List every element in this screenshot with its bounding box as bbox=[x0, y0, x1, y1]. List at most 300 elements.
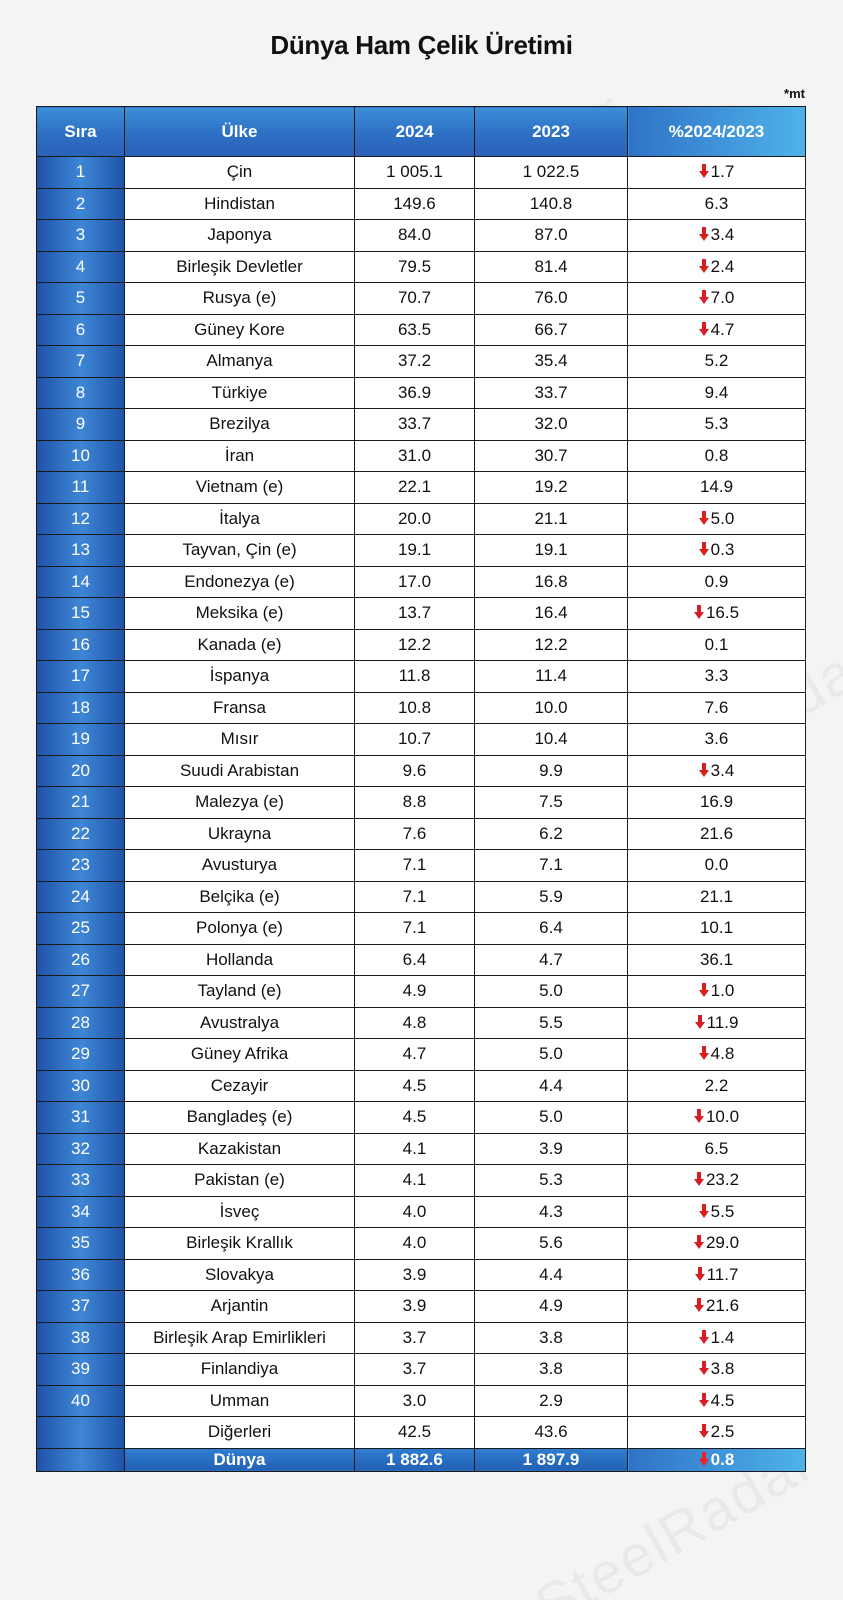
change-cell bbox=[628, 1385, 806, 1417]
rank-cell: 32 bbox=[37, 1133, 125, 1165]
change-cell bbox=[628, 440, 806, 472]
rank-cell: 21 bbox=[37, 787, 125, 819]
table-row bbox=[37, 787, 806, 819]
change-value: 2.5 bbox=[710, 1422, 735, 1442]
change-value: 29.0 bbox=[705, 1233, 740, 1253]
value-2023-cell: 81.4 bbox=[475, 251, 628, 283]
value-2023-cell: 2.9 bbox=[475, 1385, 628, 1417]
change-cell bbox=[628, 566, 806, 598]
rank-cell bbox=[37, 1417, 125, 1449]
table-row bbox=[37, 1007, 806, 1039]
rank-cell: 39 bbox=[37, 1354, 125, 1386]
down-arrow-icon bbox=[694, 1298, 704, 1312]
value-2024-cell: 13.7 bbox=[355, 598, 475, 630]
table-body bbox=[37, 157, 806, 1449]
rank-cell: 28 bbox=[37, 1007, 125, 1039]
change-cell bbox=[628, 1102, 806, 1134]
change-cell bbox=[628, 755, 806, 787]
value-2023-cell: 5.3 bbox=[475, 1165, 628, 1197]
change-value: 21.6 bbox=[705, 1296, 740, 1316]
table-row bbox=[37, 944, 806, 976]
table-row bbox=[37, 1385, 806, 1417]
down-arrow-icon bbox=[699, 983, 709, 997]
rank-cell: 16 bbox=[37, 629, 125, 661]
table-row bbox=[37, 1354, 806, 1386]
total-change-value: 0.8 bbox=[710, 1449, 735, 1469]
table-row bbox=[37, 913, 806, 945]
table-row bbox=[37, 440, 806, 472]
change-value: 10.1 bbox=[699, 918, 734, 938]
country-cell: Polonya (e) bbox=[125, 913, 355, 945]
total-country: Dünya bbox=[125, 1448, 355, 1471]
country-cell: Malezya (e) bbox=[125, 787, 355, 819]
rank-cell: 25 bbox=[37, 913, 125, 945]
down-arrow-icon bbox=[699, 322, 709, 336]
down-arrow-icon bbox=[699, 511, 709, 525]
rank-cell: 34 bbox=[37, 1196, 125, 1228]
country-cell: Birleşik Arap Emirlikleri bbox=[125, 1322, 355, 1354]
change-cell bbox=[628, 1196, 806, 1228]
change-value: 1.7 bbox=[710, 162, 735, 182]
value-2023-cell: 4.4 bbox=[475, 1070, 628, 1102]
country-cell: Finlandiya bbox=[125, 1354, 355, 1386]
value-2023-cell: 10.0 bbox=[475, 692, 628, 724]
value-2024-cell: 37.2 bbox=[355, 346, 475, 378]
country-cell: Çin bbox=[125, 157, 355, 189]
rank-cell: 13 bbox=[37, 535, 125, 567]
value-2023-cell: 5.0 bbox=[475, 1102, 628, 1134]
country-cell: Güney Kore bbox=[125, 314, 355, 346]
value-2023-cell: 4.4 bbox=[475, 1259, 628, 1291]
value-2023-cell: 16.4 bbox=[475, 598, 628, 630]
change-value: 5.2 bbox=[704, 351, 729, 371]
change-value: 11.7 bbox=[706, 1264, 739, 1284]
table-row bbox=[37, 1322, 806, 1354]
down-arrow-icon bbox=[699, 1330, 709, 1344]
country-cell: İtalya bbox=[125, 503, 355, 535]
value-2023-cell: 4.7 bbox=[475, 944, 628, 976]
table-row bbox=[37, 377, 806, 409]
change-value: 9.4 bbox=[704, 382, 729, 402]
change-value: 3.4 bbox=[710, 760, 735, 780]
value-2024-cell: 4.5 bbox=[355, 1070, 475, 1102]
change-value: 6.5 bbox=[704, 1138, 729, 1158]
value-2024-cell: 79.5 bbox=[355, 251, 475, 283]
value-2024-cell: 4.7 bbox=[355, 1039, 475, 1071]
table-row bbox=[37, 251, 806, 283]
value-2024-cell: 3.9 bbox=[355, 1291, 475, 1323]
table-row bbox=[37, 283, 806, 315]
value-2023-cell: 3.8 bbox=[475, 1354, 628, 1386]
country-cell: Umman bbox=[125, 1385, 355, 1417]
value-2024-cell: 3.7 bbox=[355, 1322, 475, 1354]
total-row bbox=[37, 1448, 806, 1471]
value-2024-cell: 8.8 bbox=[355, 787, 475, 819]
country-cell: Birleşik Devletler bbox=[125, 251, 355, 283]
change-cell bbox=[628, 220, 806, 252]
rank-cell: 26 bbox=[37, 944, 125, 976]
table-row bbox=[37, 1196, 806, 1228]
change-value: 14.9 bbox=[699, 477, 734, 497]
total-rank-cell bbox=[37, 1448, 125, 1471]
country-cell: Endonezya (e) bbox=[125, 566, 355, 598]
change-value: 3.8 bbox=[710, 1359, 735, 1379]
change-value: 16.5 bbox=[705, 603, 740, 623]
rank-cell: 11 bbox=[37, 472, 125, 504]
rank-cell: 10 bbox=[37, 440, 125, 472]
change-value: 0.1 bbox=[704, 634, 729, 654]
change-value: 0.0 bbox=[704, 855, 729, 875]
country-cell: Slovakya bbox=[125, 1259, 355, 1291]
value-2023-cell: 3.8 bbox=[475, 1322, 628, 1354]
rank-cell: 19 bbox=[37, 724, 125, 756]
header-rank: Sıra bbox=[37, 107, 125, 157]
table-row bbox=[37, 1133, 806, 1165]
change-cell bbox=[628, 1291, 806, 1323]
change-cell bbox=[628, 1070, 806, 1102]
table-header-row bbox=[37, 107, 806, 157]
value-2024-cell: 1 005.1 bbox=[355, 157, 475, 189]
country-cell: Kazakistan bbox=[125, 1133, 355, 1165]
down-arrow-icon bbox=[699, 1361, 709, 1375]
change-value: 2.2 bbox=[704, 1075, 729, 1095]
rank-cell: 6 bbox=[37, 314, 125, 346]
change-value: 23.2 bbox=[705, 1170, 740, 1190]
value-2024-cell: 19.1 bbox=[355, 535, 475, 567]
value-2024-cell: 3.0 bbox=[355, 1385, 475, 1417]
change-cell bbox=[628, 1259, 806, 1291]
value-2024-cell: 17.0 bbox=[355, 566, 475, 598]
table-row bbox=[37, 1165, 806, 1197]
rank-cell: 40 bbox=[37, 1385, 125, 1417]
table-row bbox=[37, 157, 806, 189]
change-cell bbox=[628, 1228, 806, 1260]
country-cell: İran bbox=[125, 440, 355, 472]
change-value: 5.0 bbox=[710, 508, 735, 528]
rank-cell: 7 bbox=[37, 346, 125, 378]
change-value: 1.4 bbox=[710, 1327, 735, 1347]
value-2023-cell: 19.1 bbox=[475, 535, 628, 567]
unit-label: *mt bbox=[784, 86, 805, 101]
value-2023-cell: 32.0 bbox=[475, 409, 628, 441]
down-arrow-icon bbox=[699, 1452, 709, 1466]
value-2023-cell: 5.0 bbox=[475, 1039, 628, 1071]
change-value: 7.6 bbox=[704, 697, 729, 717]
down-arrow-icon bbox=[699, 1204, 709, 1218]
change-cell bbox=[628, 724, 806, 756]
country-cell: Hindistan bbox=[125, 188, 355, 220]
down-arrow-icon bbox=[695, 1267, 705, 1281]
down-arrow-icon bbox=[699, 1393, 709, 1407]
country-cell: Belçika (e) bbox=[125, 881, 355, 913]
rank-cell: 1 bbox=[37, 157, 125, 189]
value-2023-cell: 11.4 bbox=[475, 661, 628, 693]
change-cell bbox=[628, 188, 806, 220]
change-value: 4.8 bbox=[710, 1044, 735, 1064]
country-cell: Güney Afrika bbox=[125, 1039, 355, 1071]
country-cell: Kanada (e) bbox=[125, 629, 355, 661]
country-cell: Pakistan (e) bbox=[125, 1165, 355, 1197]
rank-cell: 37 bbox=[37, 1291, 125, 1323]
country-cell: Brezilya bbox=[125, 409, 355, 441]
value-2024-cell: 20.0 bbox=[355, 503, 475, 535]
value-2023-cell: 7.1 bbox=[475, 850, 628, 882]
change-cell bbox=[628, 1133, 806, 1165]
header-change: %2024/2023 bbox=[628, 107, 806, 157]
value-2024-cell: 4.5 bbox=[355, 1102, 475, 1134]
table-row bbox=[37, 1228, 806, 1260]
value-2024-cell: 3.9 bbox=[355, 1259, 475, 1291]
down-arrow-icon bbox=[699, 290, 709, 304]
table-row bbox=[37, 503, 806, 535]
value-2023-cell: 43.6 bbox=[475, 1417, 628, 1449]
value-2024-cell: 84.0 bbox=[355, 220, 475, 252]
value-2024-cell: 33.7 bbox=[355, 409, 475, 441]
down-arrow-icon bbox=[694, 1109, 704, 1123]
table-row bbox=[37, 1102, 806, 1134]
country-cell: Fransa bbox=[125, 692, 355, 724]
country-cell: İsveç bbox=[125, 1196, 355, 1228]
down-arrow-icon bbox=[699, 542, 709, 556]
change-value: 7.0 bbox=[710, 288, 735, 308]
value-2023-cell: 12.2 bbox=[475, 629, 628, 661]
rank-cell: 22 bbox=[37, 818, 125, 850]
table-row bbox=[37, 598, 806, 630]
down-arrow-icon bbox=[699, 763, 709, 777]
rank-cell: 20 bbox=[37, 755, 125, 787]
down-arrow-icon bbox=[699, 259, 709, 273]
value-2024-cell: 70.7 bbox=[355, 283, 475, 315]
value-2023-cell: 5.6 bbox=[475, 1228, 628, 1260]
rank-cell: 18 bbox=[37, 692, 125, 724]
value-2023-cell: 9.9 bbox=[475, 755, 628, 787]
rank-cell: 5 bbox=[37, 283, 125, 315]
value-2023-cell: 5.0 bbox=[475, 976, 628, 1008]
change-cell bbox=[628, 314, 806, 346]
change-cell bbox=[628, 881, 806, 913]
value-2023-cell: 6.2 bbox=[475, 818, 628, 850]
change-value: 0.8 bbox=[704, 445, 729, 465]
change-value: 21.1 bbox=[699, 886, 734, 906]
country-cell: Avustralya bbox=[125, 1007, 355, 1039]
rank-cell: 14 bbox=[37, 566, 125, 598]
change-cell bbox=[628, 1322, 806, 1354]
value-2024-cell: 31.0 bbox=[355, 440, 475, 472]
value-2024-cell: 6.4 bbox=[355, 944, 475, 976]
total-2023: 1 897.9 bbox=[475, 1448, 628, 1471]
change-value: 5.5 bbox=[710, 1201, 735, 1221]
page-title: Dünya Ham Çelik Üretimi bbox=[270, 30, 573, 60]
steel-production-table bbox=[36, 106, 806, 1472]
rank-cell: 27 bbox=[37, 976, 125, 1008]
table-row bbox=[37, 1039, 806, 1071]
table-row bbox=[37, 188, 806, 220]
country-cell: Türkiye bbox=[125, 377, 355, 409]
rank-cell: 4 bbox=[37, 251, 125, 283]
value-2023-cell: 10.4 bbox=[475, 724, 628, 756]
country-cell: Cezayir bbox=[125, 1070, 355, 1102]
change-cell bbox=[628, 251, 806, 283]
change-cell bbox=[628, 818, 806, 850]
total-change bbox=[628, 1448, 806, 1471]
change-value: 3.3 bbox=[704, 666, 729, 686]
country-cell: Bangladeş (e) bbox=[125, 1102, 355, 1134]
table-row bbox=[37, 881, 806, 913]
change-cell bbox=[628, 692, 806, 724]
value-2023-cell: 35.4 bbox=[475, 346, 628, 378]
change-cell bbox=[628, 913, 806, 945]
change-value: 4.5 bbox=[710, 1390, 735, 1410]
rank-cell: 36 bbox=[37, 1259, 125, 1291]
rank-cell: 2 bbox=[37, 188, 125, 220]
country-cell: İspanya bbox=[125, 661, 355, 693]
change-value: 36.1 bbox=[699, 949, 734, 969]
table-row bbox=[37, 692, 806, 724]
change-cell bbox=[628, 157, 806, 189]
down-arrow-icon bbox=[699, 1424, 709, 1438]
change-value: 4.7 bbox=[710, 319, 735, 339]
change-value: 3.4 bbox=[710, 225, 735, 245]
rank-cell: 8 bbox=[37, 377, 125, 409]
value-2023-cell: 87.0 bbox=[475, 220, 628, 252]
value-2024-cell: 7.1 bbox=[355, 913, 475, 945]
table-row bbox=[37, 661, 806, 693]
table-row bbox=[37, 472, 806, 504]
down-arrow-icon bbox=[699, 227, 709, 241]
change-value: 2.4 bbox=[710, 256, 735, 276]
table-row bbox=[37, 220, 806, 252]
table-row bbox=[37, 566, 806, 598]
value-2024-cell: 12.2 bbox=[355, 629, 475, 661]
rank-cell: 15 bbox=[37, 598, 125, 630]
table-row bbox=[37, 1417, 806, 1449]
value-2023-cell: 19.2 bbox=[475, 472, 628, 504]
rank-cell: 33 bbox=[37, 1165, 125, 1197]
rank-cell: 17 bbox=[37, 661, 125, 693]
country-cell: Diğerleri bbox=[125, 1417, 355, 1449]
table-row bbox=[37, 346, 806, 378]
change-value: 6.3 bbox=[704, 193, 729, 213]
country-cell: Avusturya bbox=[125, 850, 355, 882]
table-row bbox=[37, 629, 806, 661]
table-row bbox=[37, 724, 806, 756]
table-row bbox=[37, 409, 806, 441]
header-2024: 2024 bbox=[355, 107, 475, 157]
value-2023-cell: 66.7 bbox=[475, 314, 628, 346]
value-2024-cell: 7.6 bbox=[355, 818, 475, 850]
down-arrow-icon bbox=[699, 1046, 709, 1060]
value-2024-cell: 11.8 bbox=[355, 661, 475, 693]
country-cell: Hollanda bbox=[125, 944, 355, 976]
header-country: Ülke bbox=[125, 107, 355, 157]
value-2024-cell: 42.5 bbox=[355, 1417, 475, 1449]
table-row bbox=[37, 535, 806, 567]
value-2024-cell: 149.6 bbox=[355, 188, 475, 220]
country-cell: Suudi Arabistan bbox=[125, 755, 355, 787]
change-cell bbox=[628, 1354, 806, 1386]
change-cell bbox=[628, 377, 806, 409]
value-2024-cell: 7.1 bbox=[355, 881, 475, 913]
change-value: 16.9 bbox=[699, 792, 734, 812]
change-cell bbox=[628, 503, 806, 535]
rank-cell: 3 bbox=[37, 220, 125, 252]
rank-cell: 31 bbox=[37, 1102, 125, 1134]
table-row bbox=[37, 314, 806, 346]
value-2023-cell: 5.5 bbox=[475, 1007, 628, 1039]
change-cell bbox=[628, 346, 806, 378]
table-row bbox=[37, 755, 806, 787]
down-arrow-icon bbox=[699, 164, 709, 178]
value-2023-cell: 1 022.5 bbox=[475, 157, 628, 189]
value-2024-cell: 4.8 bbox=[355, 1007, 475, 1039]
table-row bbox=[37, 1070, 806, 1102]
value-2024-cell: 36.9 bbox=[355, 377, 475, 409]
rank-cell: 29 bbox=[37, 1039, 125, 1071]
value-2024-cell: 4.1 bbox=[355, 1133, 475, 1165]
change-cell bbox=[628, 850, 806, 882]
table-row bbox=[37, 976, 806, 1008]
change-cell bbox=[628, 661, 806, 693]
country-cell: Japonya bbox=[125, 220, 355, 252]
rank-cell: 30 bbox=[37, 1070, 125, 1102]
country-cell: Ukrayna bbox=[125, 818, 355, 850]
change-cell bbox=[628, 535, 806, 567]
value-2023-cell: 4.9 bbox=[475, 1291, 628, 1323]
value-2024-cell: 4.1 bbox=[355, 1165, 475, 1197]
value-2023-cell: 21.1 bbox=[475, 503, 628, 535]
country-cell: Tayland (e) bbox=[125, 976, 355, 1008]
country-cell: Rusya (e) bbox=[125, 283, 355, 315]
value-2023-cell: 140.8 bbox=[475, 188, 628, 220]
rank-cell: 12 bbox=[37, 503, 125, 535]
table-row bbox=[37, 818, 806, 850]
value-2023-cell: 30.7 bbox=[475, 440, 628, 472]
value-2024-cell: 22.1 bbox=[355, 472, 475, 504]
value-2024-cell: 3.7 bbox=[355, 1354, 475, 1386]
change-cell bbox=[628, 1007, 806, 1039]
down-arrow-icon bbox=[694, 1235, 704, 1249]
value-2023-cell: 33.7 bbox=[475, 377, 628, 409]
value-2023-cell: 7.5 bbox=[475, 787, 628, 819]
header-2023: 2023 bbox=[475, 107, 628, 157]
value-2023-cell: 6.4 bbox=[475, 913, 628, 945]
change-cell bbox=[628, 283, 806, 315]
country-cell: Tayvan, Çin (e) bbox=[125, 535, 355, 567]
rank-cell: 23 bbox=[37, 850, 125, 882]
value-2024-cell: 4.9 bbox=[355, 976, 475, 1008]
rank-cell: 38 bbox=[37, 1322, 125, 1354]
change-value: 5.3 bbox=[704, 414, 729, 434]
table-row bbox=[37, 1259, 806, 1291]
change-value: 1.0 bbox=[710, 981, 735, 1001]
value-2024-cell: 10.8 bbox=[355, 692, 475, 724]
country-cell: Vietnam (e) bbox=[125, 472, 355, 504]
change-cell bbox=[628, 1417, 806, 1449]
total-2024: 1 882.6 bbox=[355, 1448, 475, 1471]
value-2023-cell: 3.9 bbox=[475, 1133, 628, 1165]
change-cell bbox=[628, 1165, 806, 1197]
change-value: 3.6 bbox=[704, 729, 729, 749]
change-cell bbox=[628, 976, 806, 1008]
value-2024-cell: 10.7 bbox=[355, 724, 475, 756]
rank-cell: 35 bbox=[37, 1228, 125, 1260]
down-arrow-icon bbox=[694, 1172, 704, 1186]
value-2023-cell: 5.9 bbox=[475, 881, 628, 913]
change-value: 21.6 bbox=[699, 823, 734, 843]
country-cell: Mısır bbox=[125, 724, 355, 756]
change-cell bbox=[628, 598, 806, 630]
change-value: 0.3 bbox=[710, 540, 735, 560]
